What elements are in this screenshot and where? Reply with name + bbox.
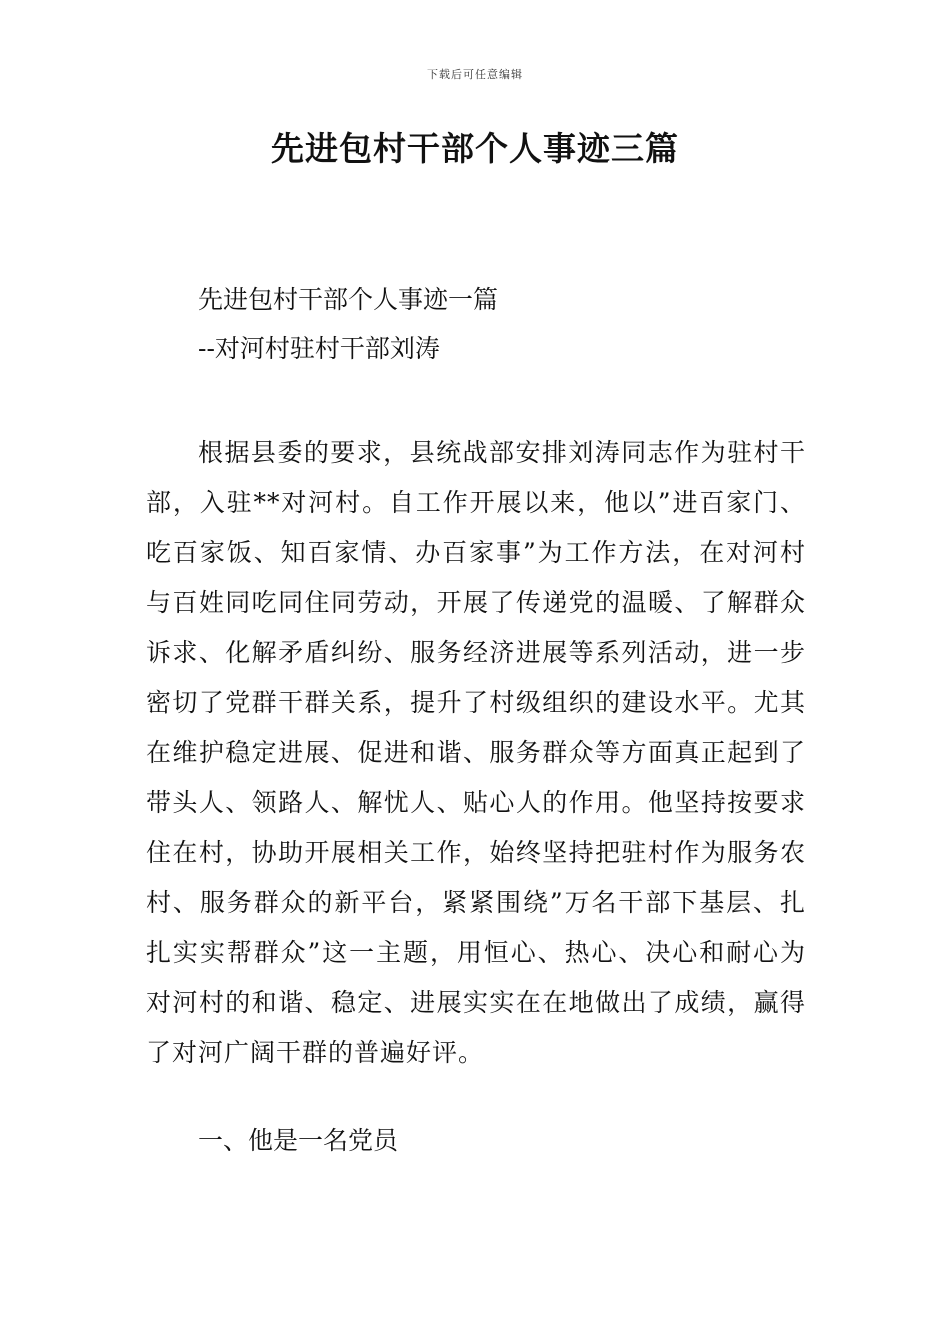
- section-byline: --对河村驻村干部刘涛: [198, 334, 440, 363]
- header-note: 下载后可任意编辑: [427, 68, 523, 81]
- body-paragraph: 根据县委的要求，县统战部安排刘涛同志作为驻村干部，入驻**对河村。自工作开展以来，他以”进百家门、吃百家饭、知百家情、办百家事”为工作方法，在对河村与百姓同吃同住同劳动，开展了传递党的温暖、了解群众诉求、化解矛盾纠纷、服务经济进展等系列活动，进一步密切了党群干群关系，提升了村级组织的建设水平。尤其在维护稳定进展、促进和谐、服务群众等方面真正起到了带头人、领路人、解忧人、贴心人的作用。他坚持按要求住在村，协助开展相关工作，始终坚持把驻村作为服务农村、服务群众的新平台，紧紧围绕”万名干部下基层、扎扎实实帮群众”这一主题，用恒心、热心、决心和耐心为对河村的和谐、稳定、进展实实在在地做出了成绩，赢得了对河广阔干群的普遍好评。: [146, 438, 806, 1067]
- section-subtitle: 先进包村干部个人事迹一篇: [198, 285, 499, 314]
- document-title: 先进包村干部个人事迹三篇: [271, 129, 679, 168]
- point-heading: 一、他是一名党员: [198, 1126, 399, 1155]
